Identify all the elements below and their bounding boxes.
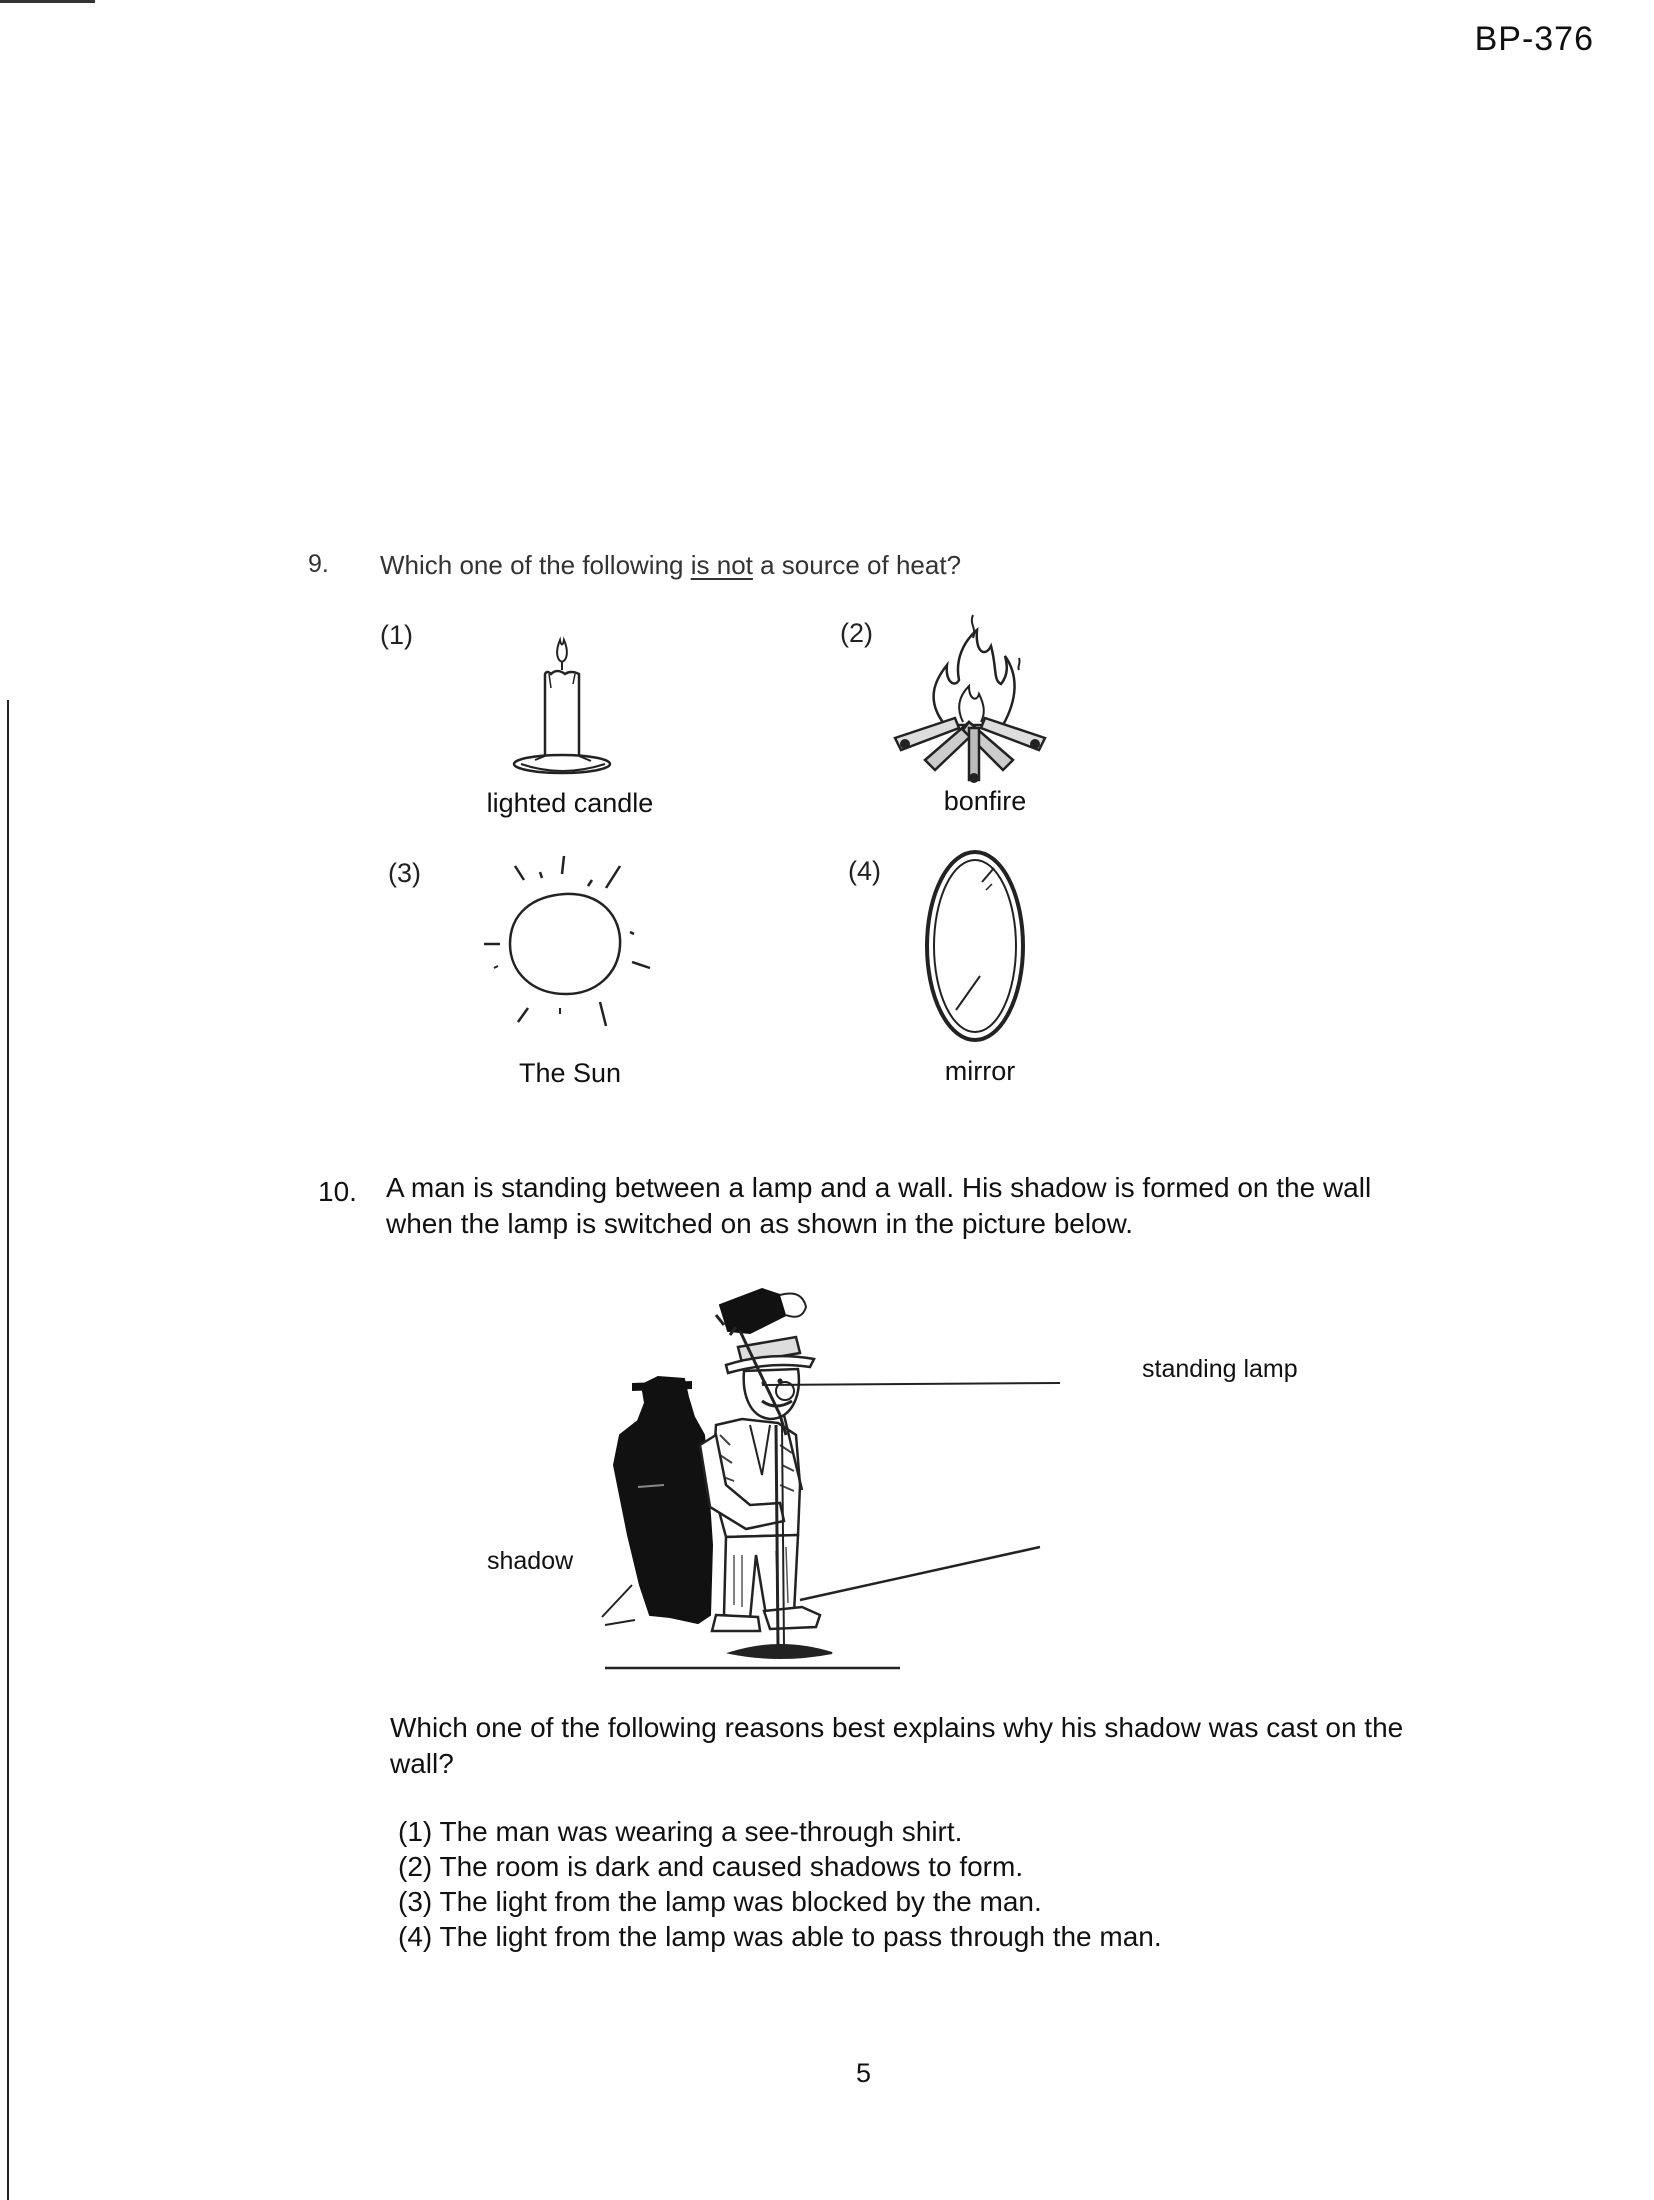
page-number: 5 — [856, 2058, 872, 2088]
candle-icon — [505, 630, 630, 780]
option-1-caption: lighted candle — [486, 788, 654, 818]
mirror-icon — [920, 846, 1030, 1046]
question-10-text: A man is standing between a lamp and a wall. His shadow is formed on the wall when the lamp is switched on as shown in the picture below. — [386, 1172, 1372, 1239]
emphasis-is-not: is not — [690, 550, 753, 580]
question-9-text: Which one of the following is not a source of heat? — [380, 550, 962, 580]
question-10-subquestion: Which one of the following reasons best explains why his shadow was cast on the wall? — [390, 1712, 1404, 1779]
option-3-number: (3) — [388, 858, 421, 888]
question-10-number: 10. — [318, 1176, 357, 1207]
paper-code: BP-376 — [1474, 20, 1594, 58]
choice-3: (3) The light from the lamp was blocked by the man. — [398, 1886, 1042, 1917]
option-3-caption: The Sun — [518, 1058, 622, 1088]
binding-edge-line — [7, 700, 9, 2200]
shadow-lamp-illustration — [480, 1285, 1340, 1685]
answer-choices — [398, 1814, 1162, 1954]
option-1-number: (1) — [380, 620, 413, 650]
label-shadow: shadow — [487, 1547, 574, 1575]
option-2-number: (2) — [840, 618, 873, 648]
man-figure — [700, 1337, 820, 1631]
choice-1: (1) The man was wearing a see-through shirt. — [398, 1816, 963, 1847]
bonfire-icon — [885, 610, 1055, 785]
man-shadow — [614, 1377, 712, 1623]
sun-icon — [470, 852, 660, 1032]
label-standing-lamp: standing lamp — [1142, 1355, 1298, 1383]
choice-4: (4) The light from the lamp was able to pass through the man. — [398, 1921, 1162, 1952]
option-2-caption: bonfire — [943, 786, 1027, 816]
top-left-rule — [0, 0, 95, 3]
question-9-number: 9. — [308, 550, 329, 578]
option-4-number: (4) — [848, 856, 881, 886]
choice-2: (2) The room is dark and caused shadows to form. — [398, 1851, 1024, 1882]
option-4-caption: mirror — [944, 1056, 1016, 1086]
